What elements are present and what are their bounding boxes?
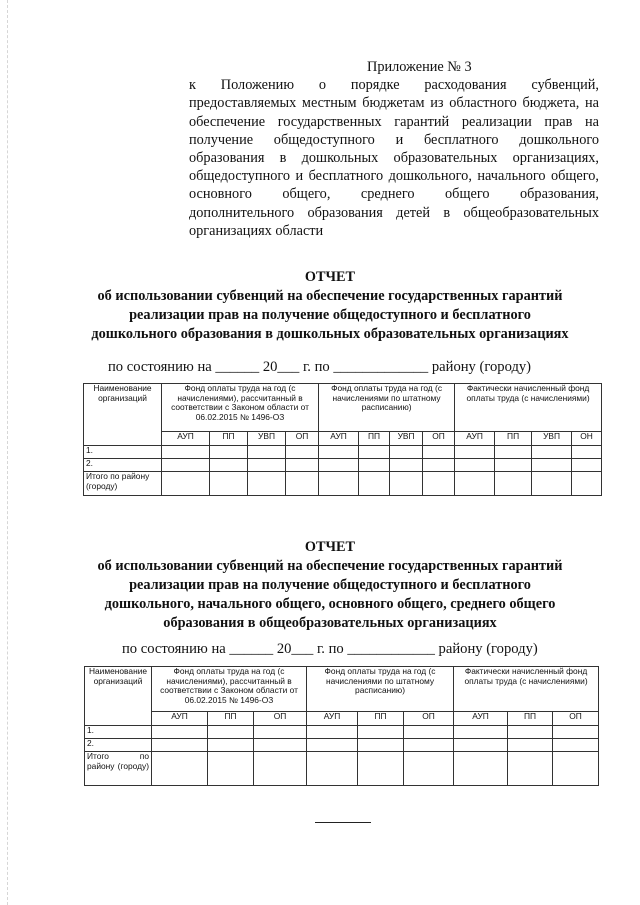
- table2-row-2-label: 2.: [85, 739, 152, 752]
- table2-row-total-label: Итого по району (городу): [85, 752, 152, 786]
- table2-sub: ОП: [254, 712, 307, 726]
- table2-sub: АУП: [307, 712, 358, 726]
- report2-heading: ОТЧЕТ: [304, 539, 356, 555]
- table1-sub: ПП: [495, 432, 532, 446]
- report2-table: [84, 666, 599, 786]
- table-row: [84, 459, 602, 472]
- table1-sub: АУП: [162, 432, 210, 446]
- table-row: [84, 446, 602, 459]
- report1-heading: ОТЧЕТ: [304, 269, 356, 285]
- table1-sub: ОП: [286, 432, 319, 446]
- report2-subtitle-1: об использовании субвенций на обеспечение государственных гарантий: [97, 558, 563, 574]
- table1-header-group-3: Фактически начисленный фонд оплаты труда (с начислениями): [455, 384, 602, 432]
- table2-sub: ПП: [208, 712, 254, 726]
- table-row: [85, 726, 599, 739]
- table2-header-group-2: Фонд оплаты труда на год (с начислениями по штатному расписанию): [307, 667, 454, 712]
- annex-block: [189, 58, 599, 240]
- table1-sub: УВП: [532, 432, 572, 446]
- table1-sub: ОН: [572, 432, 602, 446]
- table1-sub: УВП: [248, 432, 286, 446]
- table1-header-group-1: Фонд оплаты труда на год (с начислениями), рассчитанный в соответствии с Законом области от 06.02.2015 № 1496-ОЗ: [162, 384, 319, 432]
- table1-header-name: Наименование организаций: [84, 384, 162, 446]
- table2-sub: ПП: [508, 712, 553, 726]
- table2-header-group-1: Фонд оплаты труда на год (с начислениями), рассчитанный в соответствии с Законом области от 06.02.2015 № 1496-ОЗ: [152, 667, 307, 712]
- report2-title-block: [40, 538, 620, 633]
- table1-sub: ПП: [359, 432, 390, 446]
- table-row: [84, 472, 602, 496]
- report1-title-block: [40, 268, 620, 344]
- report1-subtitle-3: дошкольного образования в дошкольных образовательных организациях: [91, 326, 569, 342]
- closing-line: [315, 822, 371, 823]
- table1-row-1-label: 1.: [84, 446, 162, 459]
- table2-row-1-label: 1.: [85, 726, 152, 739]
- report2-state-line: по состоянию на ______ 20___ г. по ____________ району (городу): [122, 641, 538, 657]
- report2-subtitle-2: реализации прав на получение общедоступного и бесплатного: [129, 577, 531, 593]
- table1-sub: АУП: [319, 432, 359, 446]
- table-row: [85, 752, 599, 786]
- report1-subtitle-1: об использовании субвенций на обеспечение государственных гарантий: [97, 288, 563, 304]
- table1-sub: ОП: [423, 432, 455, 446]
- report1-subtitle-2: реализации прав на получение общедоступного и бесплатного: [129, 307, 531, 323]
- table1-sub: УВП: [390, 432, 423, 446]
- table2-header-name: Наименование организаций: [85, 667, 152, 726]
- table2-header-group-3: Фактически начисленный фонд оплаты труда (с начислениями): [454, 667, 599, 712]
- table2-sub: ОП: [553, 712, 599, 726]
- table1-sub: ПП: [210, 432, 248, 446]
- scan-edge-line: [7, 0, 8, 905]
- table1-sub: АУП: [455, 432, 495, 446]
- annex-text: к Положению о порядке расходования субвенций, предоставляемых местным бюджетам из областного бюджета, на обеспечение государственных гарантий реализации прав на получение общедоступного и бесплатного дошкольного образования в дошкольных образовательных организациях, общедоступного и бесплатного дошкольного, начального общего, основного общего, среднего общего образования, дополнительного образования детей в общеобразовательных организациях области: [189, 77, 599, 239]
- table1-row-2-label: 2.: [84, 459, 162, 472]
- table2-sub: ПП: [358, 712, 404, 726]
- report2-subtitle-4: образования в общеобразовательных организациях: [163, 615, 497, 631]
- table-row: [85, 739, 599, 752]
- report2-subtitle-3: дошкольного, начального общего, основного общего, среднего общего: [104, 596, 556, 612]
- report1-state-line: по состоянию на ______ 20___ г. по _____________ району (городу): [108, 359, 532, 375]
- table2-sub: ОП: [404, 712, 454, 726]
- table1-row-total-label: Итого по району (городу): [84, 472, 162, 496]
- report1-table: [83, 383, 602, 496]
- table2-sub: АУП: [454, 712, 508, 726]
- annex-title: Приложение № 3: [367, 59, 472, 75]
- table2-sub: АУП: [152, 712, 208, 726]
- table1-header-group-2: Фонд оплаты труда на год (с начислениями по штатному расписанию): [319, 384, 455, 432]
